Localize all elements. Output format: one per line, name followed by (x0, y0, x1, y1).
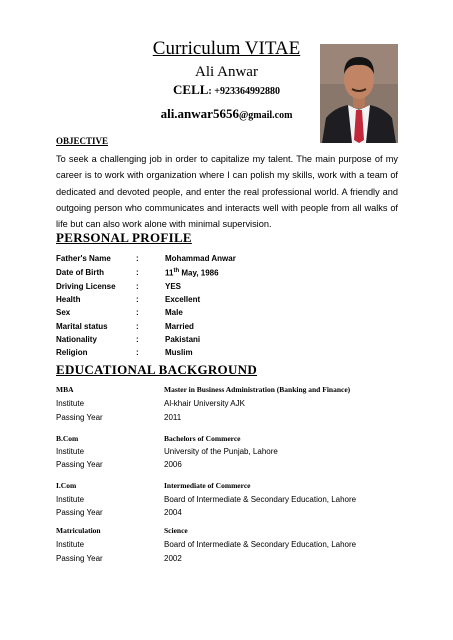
cell-separator: : (208, 86, 215, 97)
education-institute-row (56, 495, 398, 509)
profile-separator: : (136, 254, 139, 263)
institute-value: Board of Intermediate & Secondary Education, Lahore (164, 540, 357, 549)
education-degree-row (56, 526, 398, 540)
profile-photo (320, 44, 398, 143)
institute-label: Institute (56, 495, 85, 504)
profile-label: Nationality (56, 335, 97, 344)
profile-row-date-of-birth (56, 268, 398, 282)
degree-title: Bachelors of Commerce (164, 434, 241, 443)
candidate-name: Ali Anwar (195, 64, 258, 80)
education-year-row (56, 413, 398, 427)
email-user: ali.anwar5656 (160, 106, 239, 121)
profile-value: Excellent (165, 295, 201, 304)
year-label: Passing Year (56, 413, 103, 422)
profile-row-driving-license (56, 282, 398, 296)
profile-value: Muslim (165, 348, 193, 357)
profile-label: Date of Birth (56, 268, 104, 277)
degree-name: B.Com (56, 434, 79, 443)
institute-value: Al-khair University AJK (164, 399, 245, 408)
profile-value: Married (165, 322, 194, 331)
institute-label: Institute (56, 540, 85, 549)
degree-title: Science (164, 526, 188, 535)
dob-rest: May, 1986 (179, 268, 219, 278)
profile-value: YES (165, 282, 182, 291)
profile-value: Pakistani (165, 335, 201, 344)
profile-separator: : (136, 295, 139, 304)
education-institute-row (56, 540, 398, 554)
education-institute-row (56, 399, 398, 413)
profile-separator: : (136, 322, 139, 331)
education-degree-row (56, 434, 398, 448)
degree-name: Matriculation (56, 526, 101, 535)
profile-value (165, 268, 219, 278)
year-value: 2011 (164, 413, 182, 422)
profile-label: Health (56, 295, 81, 304)
education-institute-row (56, 447, 398, 461)
institute-label: Institute (56, 399, 85, 408)
year-label: Passing Year (56, 460, 103, 469)
objective-heading: OBJECTIVE (56, 136, 109, 146)
profile-label: Religion (56, 348, 88, 357)
portrait-image (320, 44, 398, 143)
cell-number: +923364992880 (214, 86, 280, 97)
dob-ordinal: th (173, 268, 180, 274)
profile-row-religion (56, 348, 398, 362)
education-degree-row (56, 481, 398, 495)
degree-title: Intermediate of Commerce (164, 481, 251, 490)
profile-row-marital-status (56, 322, 398, 336)
year-label: Passing Year (56, 554, 103, 563)
year-value: 2006 (164, 460, 182, 469)
degree-name: I.Com (56, 481, 77, 490)
profile-separator: : (136, 268, 139, 277)
degree-title: Master in Business Administration (Banking and Finance) (164, 385, 351, 394)
profile-separator: : (136, 335, 139, 344)
profile-value: Male (165, 308, 183, 317)
objective-text: To seek a challenging job in order to capitalize my talent. The main purpose of my career is to work with organization where I can polish my skills, work with a team of dedicated and devoted people, and enter the real professional world. A friendly and outgoing person who communicates and interacts well with people from all walks of life but can also work alone with minimal supervision. (56, 154, 398, 230)
profile-label: Father's Name (56, 254, 111, 263)
institute-label: Institute (56, 447, 85, 456)
education-year-row (56, 508, 398, 522)
profile-separator: : (136, 282, 139, 291)
year-value: 2004 (164, 508, 182, 517)
year-value: 2002 (164, 554, 182, 563)
profile-row-sex (56, 308, 398, 322)
education-degree-row (56, 385, 398, 399)
personal-profile-heading: PERSONAL PROFILE (56, 230, 192, 245)
cell-label: CELL (173, 82, 209, 97)
profile-label: Sex (56, 308, 71, 317)
profile-value: Mohammad Anwar (165, 254, 236, 263)
institute-value: University of the Punjab, Lahore (164, 447, 278, 456)
education-year-row (56, 460, 398, 474)
education-year-row (56, 554, 398, 568)
page-title: Curriculum VITAE (152, 38, 301, 59)
profile-separator: : (136, 348, 139, 357)
profile-separator: : (136, 308, 139, 317)
degree-name: MBA (56, 385, 74, 394)
education-heading: EDUCATIONAL BACKGROUND (56, 362, 258, 377)
email-domain: @gmail.com (238, 110, 293, 121)
year-label: Passing Year (56, 508, 103, 517)
profile-label: Marital status (56, 322, 108, 331)
profile-row-father-name (56, 254, 398, 268)
profile-row-nationality (56, 335, 398, 349)
dob-day: 11 (165, 268, 174, 278)
profile-row-health (56, 295, 398, 309)
institute-value: Board of Intermediate & Secondary Education, Lahore (164, 495, 357, 504)
profile-label: Driving License (56, 282, 116, 291)
